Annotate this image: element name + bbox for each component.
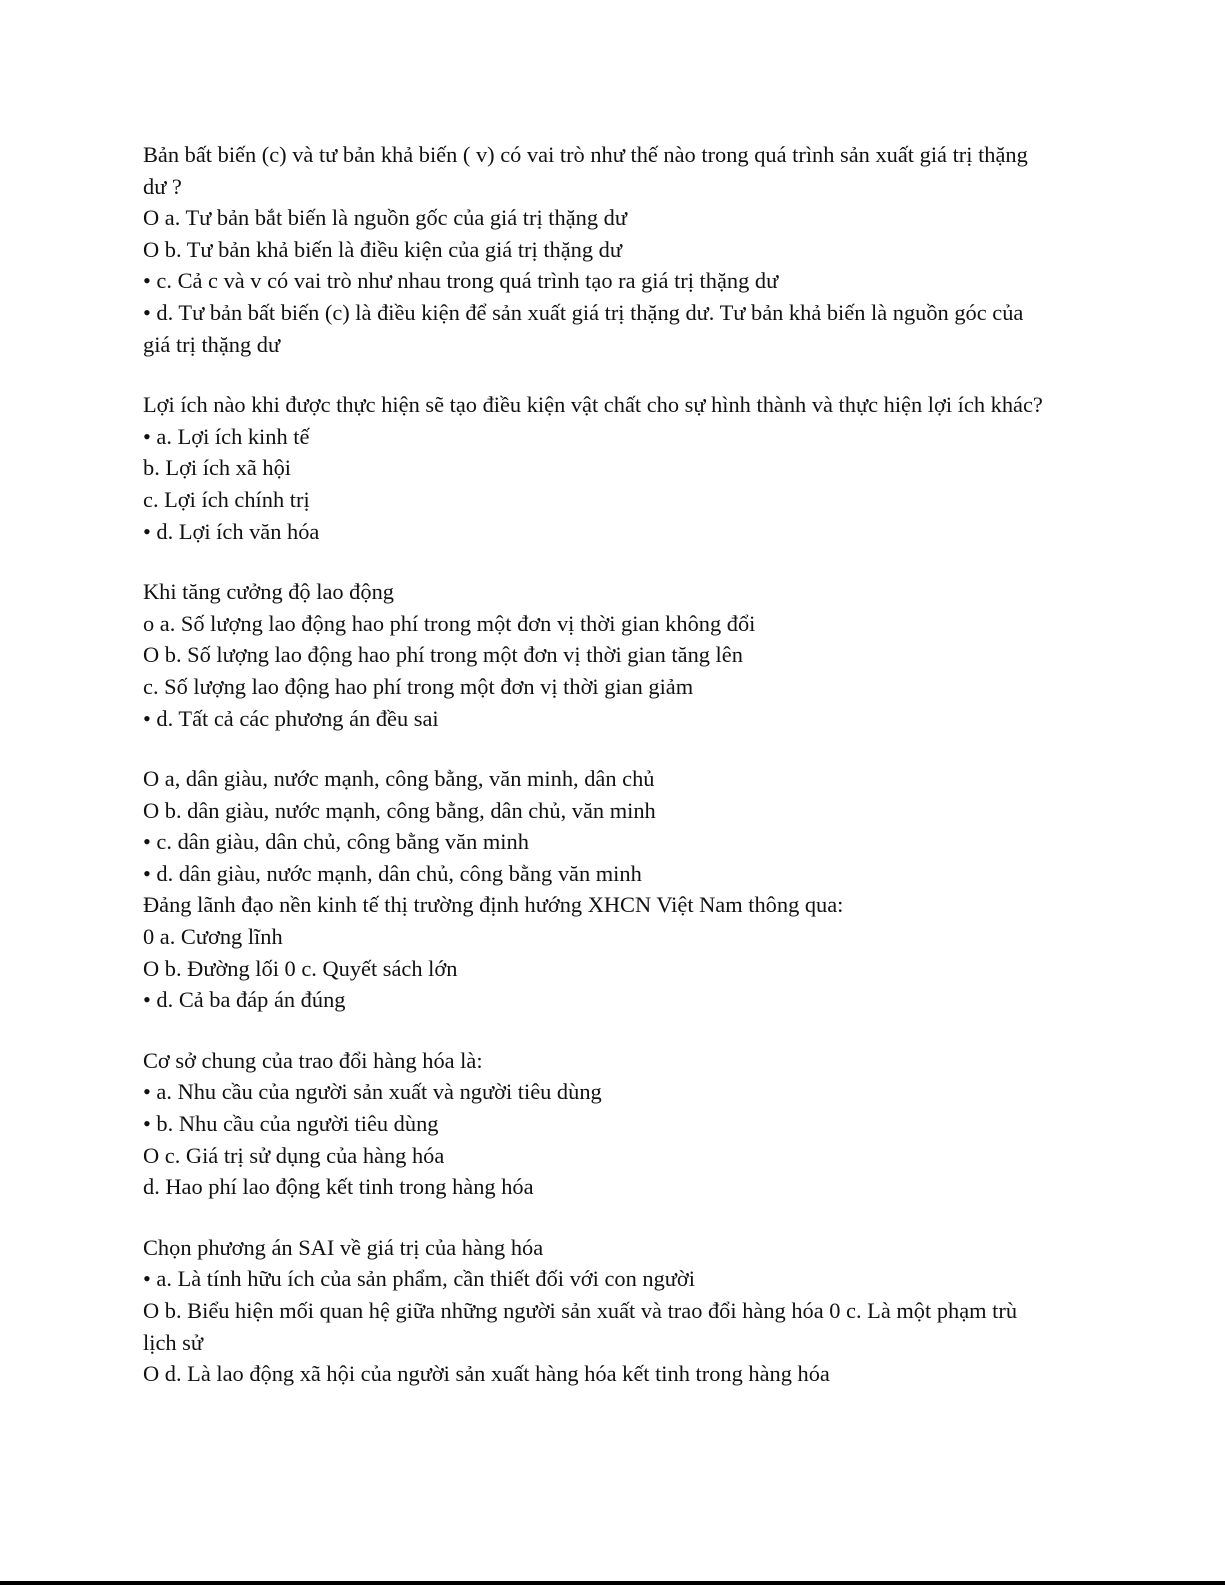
option-d: d. Hao phí lao động kết tinh trong hàng hóa: [143, 1174, 534, 1200]
option-d: • d. dân giàu, nước mạnh, dân chủ, công bằng văn minh: [143, 860, 642, 886]
option-a: • a. Nhu cầu của người sản xuất và người tiêu dùng: [143, 1079, 602, 1105]
option-b: • b. Nhu cầu của người tiêu dùng: [143, 1111, 439, 1137]
option-a: • a. Lợi ích kinh tế: [143, 423, 310, 449]
option-c: c. Lợi ích chính trị: [143, 486, 310, 512]
option-b-c: O b. Đường lối 0 c. Quyết sách lớn: [143, 955, 458, 981]
question-block-3: [143, 576, 1048, 734]
question-text: Khi tăng cưởng độ lao động: [143, 579, 394, 605]
option-d: O d. Là lao động xã hội của người sản xuất hàng hóa kết tinh trong hàng hóa: [143, 1361, 830, 1387]
question-block-1: [143, 139, 1048, 360]
question-text: Đảng lãnh đạo nền kinh tế thị trường định hướng XHCN Việt Nam thông qua:: [143, 892, 844, 918]
page-bottom-border: [0, 1581, 1225, 1585]
option-d: • d. Tất cả các phương án đều sai: [143, 705, 439, 731]
question-block-7: [143, 1232, 1048, 1390]
option-b: O b. dân giàu, nước mạnh, công bằng, dân chủ, văn minh: [143, 797, 656, 823]
option-b-c: O b. Biểu hiện mối quan hệ giữa những người sản xuất và trao đổi hàng hóa 0 c. Là một phạm trù lịch sử: [143, 1298, 1018, 1355]
option-d: • d. Lợi ích văn hóa: [143, 518, 320, 544]
question-text: Cơ sở chung của trao đổi hàng hóa là:: [143, 1047, 483, 1073]
question-block-5: [143, 889, 1048, 1015]
section-gap: [143, 547, 1048, 576]
section-gap: [143, 360, 1048, 389]
option-c: O c. Giá trị sử dụng của hàng hóa: [143, 1142, 445, 1168]
document-page: [143, 139, 1048, 1390]
question-text: Bản bất biến (c) và tư bản khả biến ( v) có vai trò như thế nào trong quá trình sản xuất giá trị thặng dư ?: [143, 142, 1028, 199]
option-a: • a. Là tính hữu ích của sản phẩm, cần thiết đối với con người: [143, 1266, 695, 1292]
option-a: O a, dân giàu, nước mạnh, công bằng, văn minh, dân chủ: [143, 766, 655, 792]
option-b: b. Lợi ích xã hội: [143, 455, 292, 481]
option-a: O a. Tư bản bắt biến là nguồn gốc của giá trị thặng dư: [143, 205, 627, 231]
option-d: • d. Cả ba đáp án đúng: [143, 987, 346, 1013]
option-b: O b. Tư bản khả biến là điều kiện của giá trị thặng dư: [143, 236, 623, 262]
question-text: Chọn phương án SAI về giá trị của hàng hóa: [143, 1234, 544, 1260]
question-block-4: [143, 763, 1048, 889]
option-a: 0 a. Cương lĩnh: [143, 924, 283, 950]
question-block-2: [143, 389, 1048, 547]
question-text: Lợi ích nào khi được thực hiện sẽ tạo điều kiện vật chất cho sự hình thành và thực hiện lợi ích khác?: [143, 392, 1043, 418]
option-d: • d. Tư bản bất biến (c) là điều kiện để sản xuất giá trị thặng dư. Tư bản khả biến là nguồn góc của giá trị thặng dư: [143, 299, 1024, 357]
option-c: c. Số lượng lao động hao phí trong một đơn vị thời gian giảm: [143, 673, 694, 699]
section-gap: [143, 734, 1048, 763]
section-gap: [143, 1203, 1048, 1232]
option-a: o a. Số lượng lao động hao phí trong một đơn vị thời gian không đổi: [143, 610, 756, 636]
option-c: • c. Cả c và v có vai trò như nhau trong quá trình tạo ra giá trị thặng dư: [143, 268, 779, 294]
section-gap: [143, 1016, 1048, 1045]
option-b: O b. Số lượng lao động hao phí trong một đơn vị thời gian tăng lên: [143, 642, 743, 668]
option-c: • c. dân giàu, dân chủ, công bằng văn minh: [143, 829, 529, 855]
question-block-6: [143, 1045, 1048, 1203]
